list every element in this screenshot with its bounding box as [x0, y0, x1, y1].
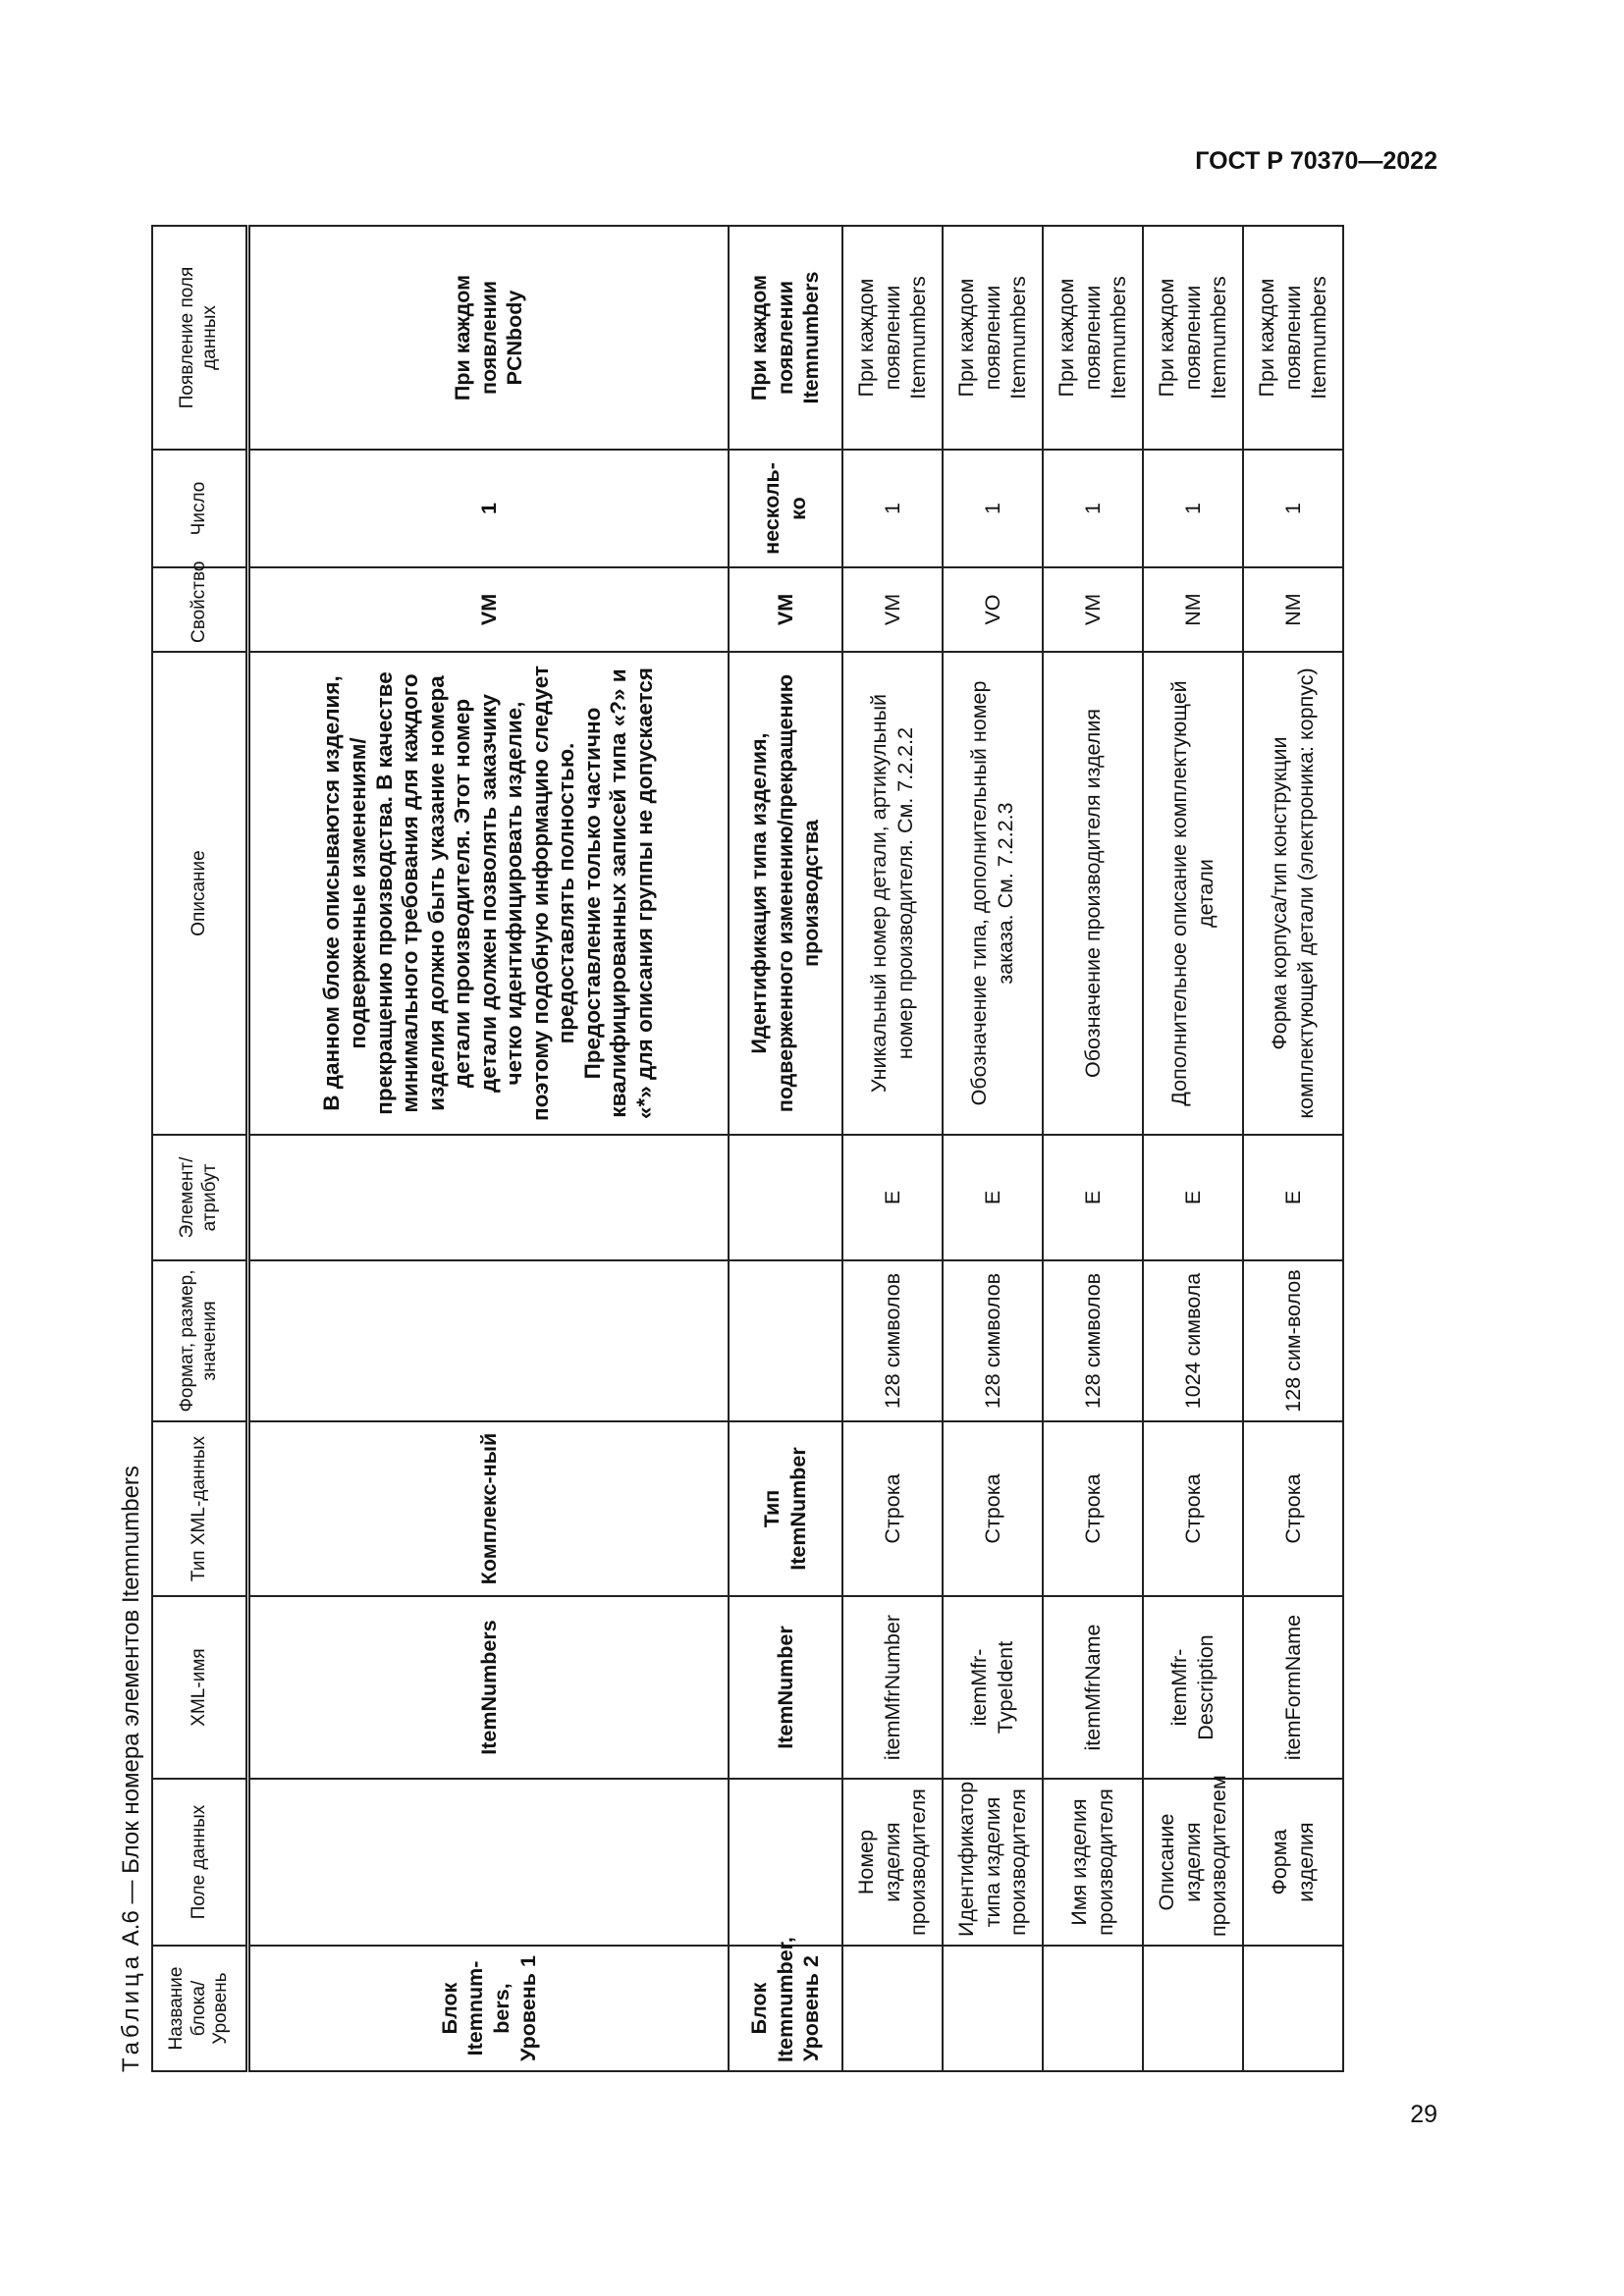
block-level-cell — [943, 1946, 1043, 2071]
block-level-cell — [842, 1946, 943, 2071]
table-row — [1143, 226, 1243, 2071]
description-cell: Форма корпуса/тип конструкции комплектующей детали (электроника: корпус) — [1243, 652, 1343, 1135]
element-attribute-cell: E — [842, 1135, 943, 1260]
element-attribute-cell: E — [1143, 1135, 1243, 1260]
occurrence-cell: При каждом появлении Itemnumbers — [1243, 226, 1343, 450]
standard-designation: ГОСТ Р 70370—2022 — [1195, 147, 1437, 175]
header-cell: Появление поля данных — [152, 226, 248, 450]
table-row — [248, 226, 730, 2071]
table-caption-prefix: Таблица — [118, 1951, 144, 2072]
property-cell: VM — [842, 567, 943, 652]
header-cell: Описание — [152, 652, 248, 1135]
page-number: 29 — [1410, 2101, 1437, 2128]
property-cell: VO — [943, 567, 1043, 652]
field-cell: Форма изделия — [1243, 1779, 1343, 1946]
header-cell: Элемент/ атрибут — [152, 1135, 248, 1260]
xml-type-cell: Строка — [1243, 1421, 1343, 1596]
format-cell: 128 символов — [943, 1260, 1043, 1421]
rotated-table-block — [112, 227, 1388, 2072]
header-cell: XML-имя — [152, 1596, 248, 1779]
count-cell: 1 — [1243, 450, 1343, 567]
xml-type-cell: Строка — [1043, 1421, 1143, 1596]
format-cell: 1024 символа — [1143, 1260, 1243, 1421]
table-row — [729, 226, 842, 2071]
block-level-cell: Блок Itemnumber, Уровень 2 — [729, 1946, 842, 2071]
table-caption-text: А.6 — Блок номера элементов Itemnumbers — [118, 1466, 144, 1952]
occurrence-cell: При каждом появлении Itemnumbers — [1043, 226, 1143, 450]
xml-name-cell: ItemNumbers — [248, 1596, 730, 1779]
description-cell: Идентификация типа изделия, подверженного изменению/прекращению производства — [729, 652, 842, 1135]
xml-type-cell: Строка — [842, 1421, 943, 1596]
xml-name-cell: itemFormName — [1243, 1596, 1343, 1779]
count-cell: 1 — [248, 450, 730, 567]
field-cell: Описание изделия производителем — [1143, 1779, 1243, 1946]
description-cell: Обозначение производителя изделия — [1043, 652, 1143, 1135]
description-cell: Обозначение типа, дополнительный номер заказа. См. 7.2.2.3 — [943, 652, 1043, 1135]
header-cell: Формат, размер, значения — [152, 1260, 248, 1421]
element-attribute-cell: E — [1043, 1135, 1143, 1260]
xml-name-cell: itemMfr-TypeIdent — [943, 1596, 1043, 1779]
xml-type-cell: Строка — [943, 1421, 1043, 1596]
block-level-cell — [1143, 1946, 1243, 2071]
property-cell: NM — [1143, 567, 1243, 652]
occurrence-cell: При каждом появлении Itemnumbers — [729, 226, 842, 450]
field-cell: Номер изделия производителя — [842, 1779, 943, 1946]
occurrence-cell: При каждом появлении Itemnumbers — [842, 226, 943, 450]
count-cell: 1 — [943, 450, 1043, 567]
property-cell: VM — [729, 567, 842, 652]
items-table — [151, 225, 1344, 2072]
description-cell: В данном блоке описываются изделия, подверженные изменениям/прекращению производства. В качестве минимального требования для каждого изделия должно быть указание номера детали производителя. Этот номер детали должен позволять заказчику четко идентифицировать изделие, поэтому подобную информацию следует предоставлять полностью. Предоставление только частично квалифицированных записей типа «?» и «*» для описания группы не допускается — [248, 652, 730, 1135]
xml-type-cell: Строка — [1143, 1421, 1243, 1596]
table-caption — [112, 1466, 151, 2072]
field-cell: Идентификатор типа изделия производителя — [943, 1779, 1043, 1946]
header-cell: Название блока/ Уровень — [152, 1946, 248, 2071]
header-cell: Число — [152, 450, 248, 567]
occurrence-cell: При каждом появлении Itemnumbers — [1143, 226, 1243, 450]
field-cell — [729, 1779, 842, 1946]
description-cell: Уникальный номер детали, артикульный номер производителя. См. 7.2.2.2 — [842, 652, 943, 1135]
xml-type-cell: Комплекс-ный — [248, 1421, 730, 1596]
xml-name-cell: ItemNumber — [729, 1596, 842, 1779]
table-row — [1043, 226, 1143, 2071]
occurrence-cell: При каждом появлении PCNbody — [248, 226, 730, 450]
field-cell — [248, 1779, 730, 1946]
count-cell: 1 — [1143, 450, 1243, 567]
element-attribute-cell — [729, 1135, 842, 1260]
format-cell: 128 символов — [842, 1260, 943, 1421]
table-row — [1243, 226, 1343, 2071]
xml-name-cell: itemMfr-Description — [1143, 1596, 1243, 1779]
field-cell: Имя изделия производителя — [1043, 1779, 1143, 1946]
format-cell: 128 сим-волов — [1243, 1260, 1343, 1421]
occurrence-cell: При каждом появлении Itemnumbers — [943, 226, 1043, 450]
block-level-cell — [1243, 1946, 1343, 2071]
table-row — [943, 226, 1043, 2071]
table-row — [842, 226, 943, 2071]
block-level-cell: Блок Itemnum-bers, Уровень 1 — [248, 1946, 730, 2071]
format-cell: 128 символов — [1043, 1260, 1143, 1421]
header-cell: Свойство — [152, 567, 248, 652]
count-cell: 1 — [1043, 450, 1143, 567]
header-cell: Поле данных — [152, 1779, 248, 1946]
count-cell: 1 — [842, 450, 943, 567]
element-attribute-cell: E — [1243, 1135, 1343, 1260]
property-cell: VM — [248, 567, 730, 652]
property-cell: VM — [1043, 567, 1143, 652]
xml-name-cell: itemMfrNumber — [842, 1596, 943, 1779]
format-cell — [729, 1260, 842, 1421]
xml-name-cell: itemMfrName — [1043, 1596, 1143, 1779]
header-row — [152, 226, 248, 2071]
count-cell: несколь-ко — [729, 450, 842, 567]
header-cell: Тип XML-данных — [152, 1421, 248, 1596]
format-cell — [248, 1260, 730, 1421]
xml-type-cell: Тип ItemNumber — [729, 1421, 842, 1596]
element-attribute-cell: E — [943, 1135, 1043, 1260]
property-cell: NM — [1243, 567, 1343, 652]
description-cell: Дополнительное описание комплектующей детали — [1143, 652, 1243, 1135]
element-attribute-cell — [248, 1135, 730, 1260]
block-level-cell — [1043, 1946, 1143, 2071]
